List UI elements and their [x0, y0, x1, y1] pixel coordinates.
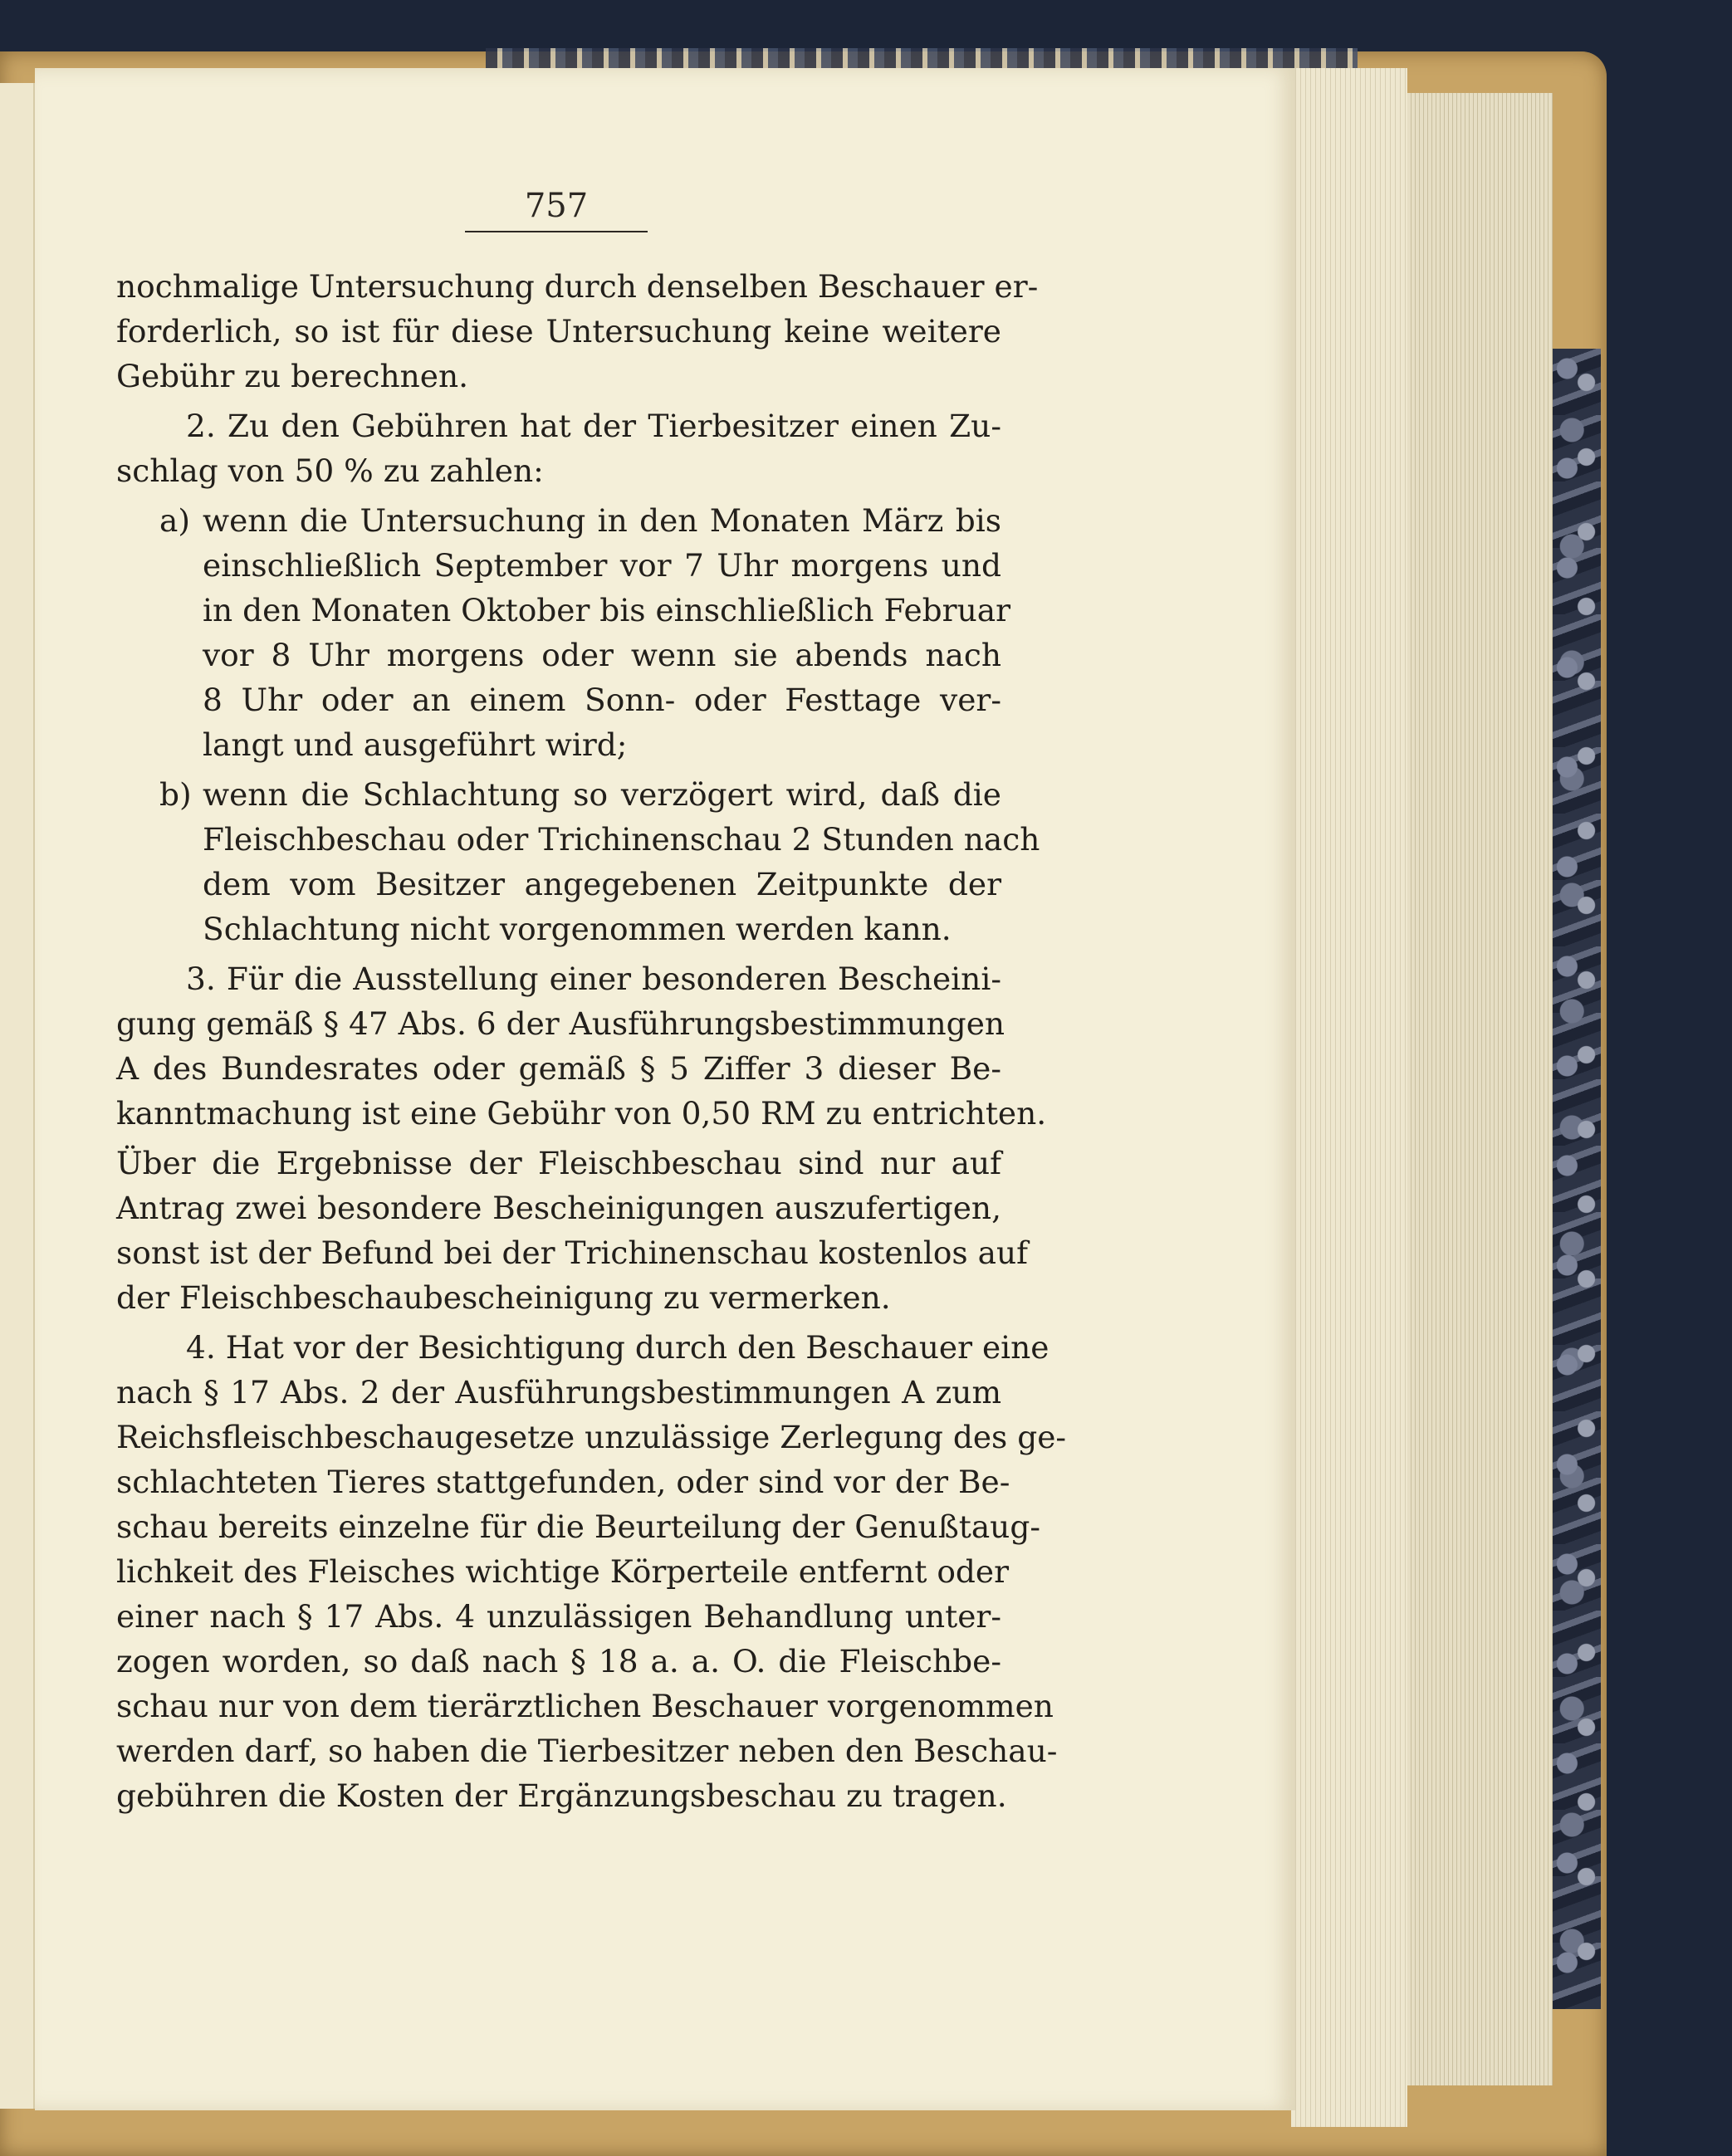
text-line: Über die Ergebnisse der Fleischbeschau sind nur auf	[116, 1145, 1001, 1181]
text-line: dem vom Besitzer angegebenen Zeitpunkte der	[203, 866, 1001, 902]
text-line: wenn die Schlachtung so verzögert wird, daß die	[203, 776, 1001, 813]
text-line: schlachteten Tieres stattgefunden, oder sind vor der Be-	[116, 1464, 1010, 1500]
text-line: kanntmachung ist eine Gebühr von 0,50 RM zu entrichten.	[116, 1095, 1047, 1132]
text-line: 8 Uhr oder an einem Sonn- oder Festtage ver-	[203, 682, 1001, 718]
text-line: schau bereits einzelne für die Beurteilung der Genußtaug-	[116, 1508, 1041, 1545]
text-line: gung gemäß § 47 Abs. 6 der Ausführungsbestimmungen	[116, 1005, 1005, 1042]
text-line: gebühren die Kosten der Ergänzungsbeschau zu tragen.	[116, 1777, 1007, 1814]
paragraph-3	[116, 956, 1047, 1136]
text-line: vor 8 Uhr morgens oder wenn sie abends nach	[203, 637, 1001, 673]
paragraph-1	[116, 264, 1039, 398]
list-marker: a)	[159, 502, 190, 539]
list-item-b	[116, 772, 1040, 951]
list-marker: b)	[159, 776, 192, 813]
text-line: zogen worden, so daß nach § 18 a. a. O. die Fleischbe-	[116, 1643, 1001, 1679]
text-line: werden darf, so haben die Tierbesitzer neben den Beschau-	[116, 1733, 1058, 1769]
marbled-edge	[1553, 349, 1601, 2009]
text-line: Fleischbeschau oder Trichinenschau 2 Stunden nach	[203, 821, 1040, 858]
page-text	[116, 264, 1067, 1818]
text-line: lichkeit des Fleisches wichtige Körperteile entfernt oder	[116, 1553, 1010, 1590]
text-line: Antrag zwei besondere Bescheinigungen auszufertigen,	[116, 1190, 1001, 1226]
left-page-edge	[0, 83, 35, 2109]
text-line: 2. Zu den Gebühren hat der Tierbesitzer einen Zu-	[186, 408, 1001, 444]
text-line: 4. Hat vor der Besichtigung durch den Beschauer eine	[186, 1329, 1049, 1366]
text-line: nach § 17 Abs. 2 der Ausführungsbestimmungen A zum	[116, 1374, 1001, 1410]
page-number: 757	[465, 184, 648, 232]
page-stack	[1291, 68, 1407, 2127]
paragraph-5	[116, 1325, 1067, 1818]
text-line: langt und ausgeführt wird;	[203, 726, 628, 763]
text-line: der Fleischbeschaubescheinigung zu vermerken.	[116, 1279, 891, 1316]
text-line: in den Monaten Oktober bis einschließlich Februar	[203, 592, 1011, 628]
text-line: forderlich, so ist für diese Untersuchung keine weitere	[116, 313, 1001, 350]
paragraph-4	[116, 1141, 1028, 1320]
text-line: einschließlich September vor 7 Uhr morgens und	[203, 547, 1001, 584]
text-line: nochmalige Untersuchung durch denselben Beschauer er-	[116, 268, 1039, 305]
page-block-edges	[1403, 93, 1553, 2085]
list-item-a	[116, 498, 1011, 767]
text-line: Schlachtung nicht vorgenommen werden kann.	[203, 911, 952, 947]
text-line: Gebühr zu berechnen.	[116, 358, 469, 394]
text-line: schau nur von dem tierärztlichen Beschauer vorgenommen	[116, 1688, 1054, 1724]
paragraph-2	[116, 403, 1001, 493]
text-line: A des Bundesrates oder gemäß § 5 Ziffer 3 dieser Be-	[116, 1050, 1001, 1087]
text-line: Reichsfleischbeschaugesetze unzulässige Zerlegung des ge-	[116, 1419, 1067, 1455]
text-line: schlag von 50 % zu zahlen:	[116, 452, 544, 489]
book-headband	[486, 48, 1358, 70]
text-line: wenn die Untersuchung in den Monaten März bis	[203, 502, 1001, 539]
text-line: einer nach § 17 Abs. 4 unzulässigen Behandlung unter-	[116, 1598, 1001, 1635]
text-line: 3. Für die Ausstellung einer besonderen Bescheini-	[186, 961, 1001, 997]
text-line: sonst ist der Befund bei der Trichinenschau kostenlos auf	[116, 1234, 1028, 1271]
